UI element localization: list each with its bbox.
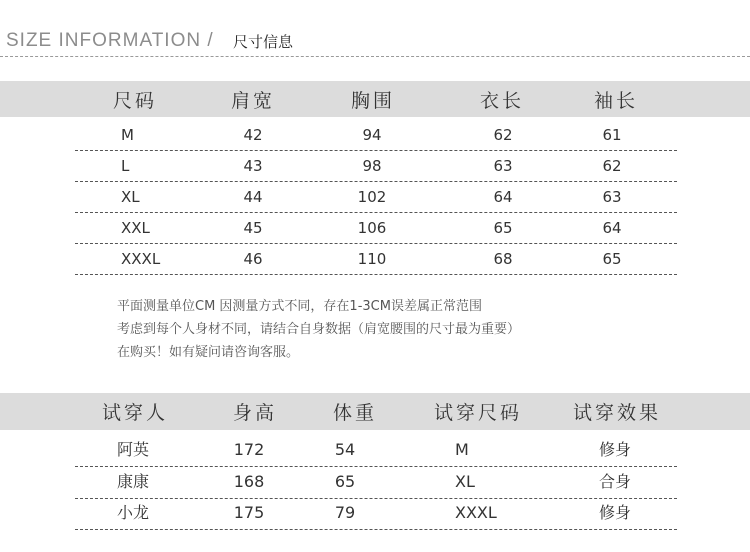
section-title-cn: 尺寸信息 — [233, 33, 294, 51]
size-cell: XXXL — [121, 250, 161, 268]
sleeve-cell: 63 — [602, 188, 622, 206]
length-cell: 63 — [493, 157, 513, 175]
tester-cell: 康康 — [117, 472, 150, 491]
sleeve-cell: 62 — [602, 157, 622, 175]
measurement-note: 在购买！如有疑问请咨询客服。 — [117, 345, 300, 360]
fit-effect-cell: 合身 — [598, 472, 632, 491]
table-row — [75, 244, 677, 275]
size-cell: M — [121, 126, 134, 144]
chest-cell: 106 — [357, 219, 387, 237]
size-header-sleeve: 袖长 — [593, 89, 638, 112]
chest-cell: 110 — [357, 250, 387, 268]
sleeve-cell: 64 — [602, 219, 622, 237]
fit-effect-cell: 修身 — [598, 503, 632, 522]
fit-effect-cell: 修身 — [598, 440, 632, 459]
measurement-note: 考虑到每个人身材不同，请结合自身数据（肩宽腰围的尺寸最为重要） — [117, 322, 521, 337]
length-cell: 68 — [493, 250, 513, 268]
fit-header-weight: 体重 — [332, 402, 377, 424]
chest-cell: 102 — [357, 188, 387, 206]
shoulder-cell: 43 — [243, 157, 263, 175]
shoulder-cell: 42 — [243, 126, 263, 144]
table-row — [75, 213, 677, 244]
fit-header-tester: 试穿人 — [101, 402, 168, 424]
table-row — [75, 497, 677, 530]
tester-cell: 阿英 — [117, 440, 150, 459]
size-cell: XL — [121, 188, 140, 206]
length-cell: 64 — [493, 188, 513, 206]
table-row — [75, 151, 677, 182]
table-row — [75, 434, 677, 467]
fit-header-size: 试穿尺码 — [433, 402, 522, 424]
chest-cell: 94 — [362, 126, 382, 144]
tried-size-cell: M — [455, 440, 469, 459]
size-header-length: 衣长 — [479, 89, 524, 112]
fit-header-height: 身高 — [232, 402, 277, 424]
fit-header-effect: 试穿效果 — [572, 402, 661, 424]
length-cell: 65 — [493, 219, 513, 237]
size-cell: L — [121, 157, 130, 175]
table-row — [75, 466, 677, 499]
size-table-header — [0, 81, 750, 117]
chest-cell: 98 — [362, 157, 382, 175]
tried-size-cell: XXXL — [455, 503, 497, 522]
tried-size-cell: XL — [455, 472, 475, 491]
size-cell: XXL — [121, 219, 150, 237]
shoulder-cell: 46 — [243, 250, 263, 268]
tester-cell: 小龙 — [117, 503, 150, 522]
height-cell: 168 — [233, 472, 265, 491]
weight-cell: 54 — [334, 440, 356, 459]
table-row — [75, 182, 677, 213]
sleeve-cell: 61 — [602, 126, 622, 144]
weight-cell: 79 — [334, 503, 356, 522]
height-cell: 175 — [233, 503, 265, 522]
measurement-note: 平面测量单位CM 因测量方式不同，存在1-3CM误差属正常范围 — [117, 299, 482, 314]
fit-table-header — [0, 393, 750, 430]
size-header-chest: 胸围 — [350, 89, 395, 112]
table-row — [75, 120, 677, 151]
title-divider — [0, 56, 750, 57]
size-header-size: 尺码 — [112, 89, 157, 112]
section-title-en: SIZE INFORMATION / — [6, 30, 214, 51]
height-cell: 172 — [233, 440, 265, 459]
sleeve-cell: 65 — [602, 250, 622, 268]
shoulder-cell: 44 — [243, 188, 263, 206]
weight-cell: 65 — [334, 472, 356, 491]
size-header-shoulder: 肩宽 — [230, 89, 275, 112]
length-cell: 62 — [493, 126, 513, 144]
shoulder-cell: 45 — [243, 219, 263, 237]
